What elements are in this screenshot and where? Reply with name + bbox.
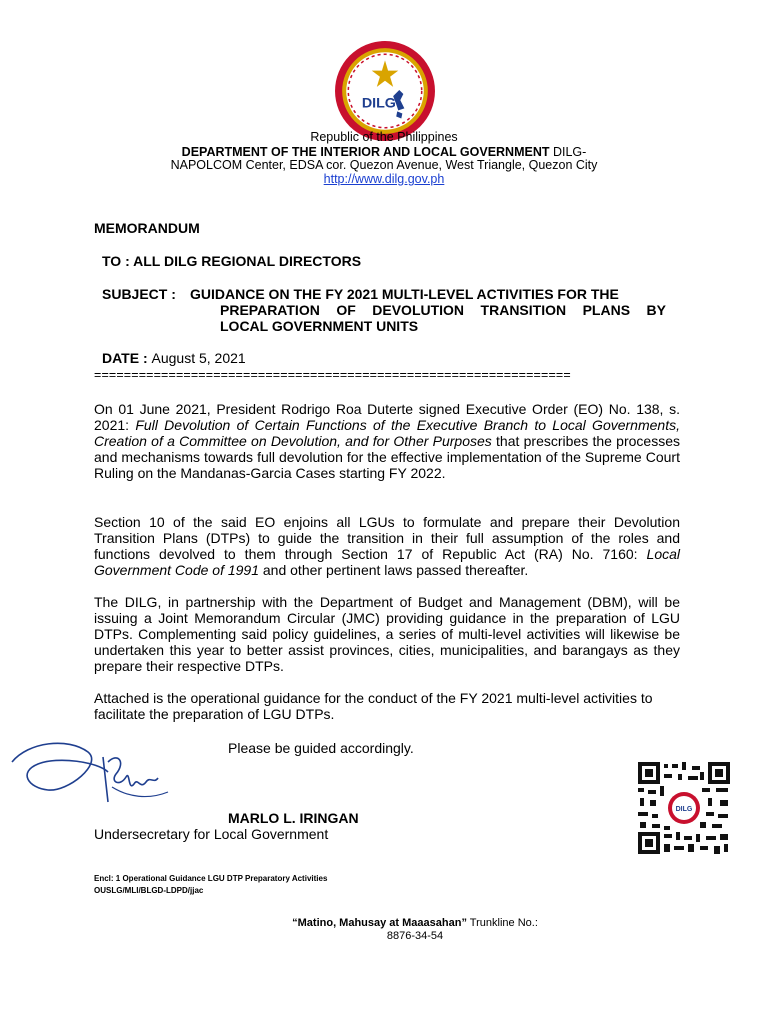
qr-code[interactable] xyxy=(636,760,732,856)
separator-rule: ================================================================ xyxy=(94,368,571,382)
paragraph-2 xyxy=(94,514,680,578)
seal-text: DILG xyxy=(361,95,396,112)
department-name: DEPARTMENT OF THE INTERIOR AND LOCAL GOVERNMENT xyxy=(181,145,550,159)
p1-text-a: On 01 June 2021, President Rodrigo Roa Duterte signed Executive Order (EO) No. 138, s. 2021: xyxy=(94,401,680,433)
to-label: TO : xyxy=(102,253,134,269)
paragraph-4: Attached is the operational guidance for the conduct of the FY 2021 multi-level activities to facilitate the preparation of LGU DTPs. xyxy=(94,690,653,722)
signatory-title: Undersecretary for Local Government xyxy=(94,826,329,842)
memo-type: MEMORANDUM xyxy=(94,220,200,236)
memo-date xyxy=(102,350,246,366)
dilg-seal-logo xyxy=(334,40,436,142)
date-value: August 5, 2021 xyxy=(151,350,246,366)
header-website xyxy=(0,172,768,187)
subject-label: SUBJECT : xyxy=(102,286,176,302)
header-republic: Republic of the Philippines xyxy=(310,130,458,144)
paragraph-1 xyxy=(94,401,680,481)
p2-italic-title: Local Government Code of 1991 xyxy=(94,546,680,578)
website-link[interactable]: http://www.dilg.gov.ph xyxy=(323,172,445,186)
department-suffix: DILG- xyxy=(549,145,587,159)
p1-text-b: that prescribes the processes and mechanisms towards full devolution for the effective implementation of the Supreme Court Ruling on the Mandanas-Garcia Cases starting FY 2022. xyxy=(94,433,680,481)
subject-line-2: PREPARATION OF DEVOLUTION TRANSITION PLANS BY xyxy=(220,302,666,318)
reference-code: OUSLG/MLI/BLGD-LDPD/jjac xyxy=(94,886,204,895)
p2-text-b: and other pertinent laws passed thereafter. xyxy=(259,562,529,578)
header-address: NAPOLCOM Center, EDSA cor. Quezon Avenue, West Triangle, Quezon City xyxy=(170,158,598,172)
closing-line: Please be guided accordingly. xyxy=(228,740,414,756)
subject-line-3: LOCAL GOVERNMENT UNITS xyxy=(220,318,419,334)
enclosure-line: Encl: 1 Operational Guidance LGU DTP Preparatory Activities xyxy=(94,874,328,883)
signatory-name: MARLO L. IRINGAN xyxy=(228,810,359,826)
memo-to xyxy=(102,253,361,269)
footer xyxy=(290,917,540,943)
paragraph-3: The DILG, in partnership with the Department of Budget and Management (DBM), will be issuing a Joint Memorandum Circular (JMC) providing guidance in the preparation of LGU DTPs. Complementing said policy guidelines, a series of multi-level activities will likewise be undertaken this year to better assist provinces, cities, municipalities, and barangays as they prepare their respective DTPs. xyxy=(94,594,680,674)
footer-trunkline: Trunkline No.: 8876-34-54 xyxy=(386,917,538,942)
to-value: ALL DILG REGIONAL DIRECTORS xyxy=(133,253,362,269)
subject-line-1: GUIDANCE ON THE FY 2021 MULTI-LEVEL ACTIVITIES FOR THE xyxy=(190,286,619,302)
handwritten-signature xyxy=(8,732,248,812)
p2-text-a: Section 10 of the said EO enjoins all LGUs to formulate and prepare their Devolution Transition Plans (DTPs) to guide the transition in their full assumption of the roles and functions devolved to them through Section 17 of Republic Act (RA) No. 7160: xyxy=(94,514,680,562)
footer-motto: “Matino, Mahusay at Maaasahan” xyxy=(292,917,467,929)
qr-center-text: DILG xyxy=(675,806,693,813)
date-label: DATE : xyxy=(102,350,152,366)
p1-italic-title: Full Devolution of Certain Functions of the Executive Branch to Local Governments, Creation of a Committee on Devolution, and for Other Purposes xyxy=(94,417,680,449)
